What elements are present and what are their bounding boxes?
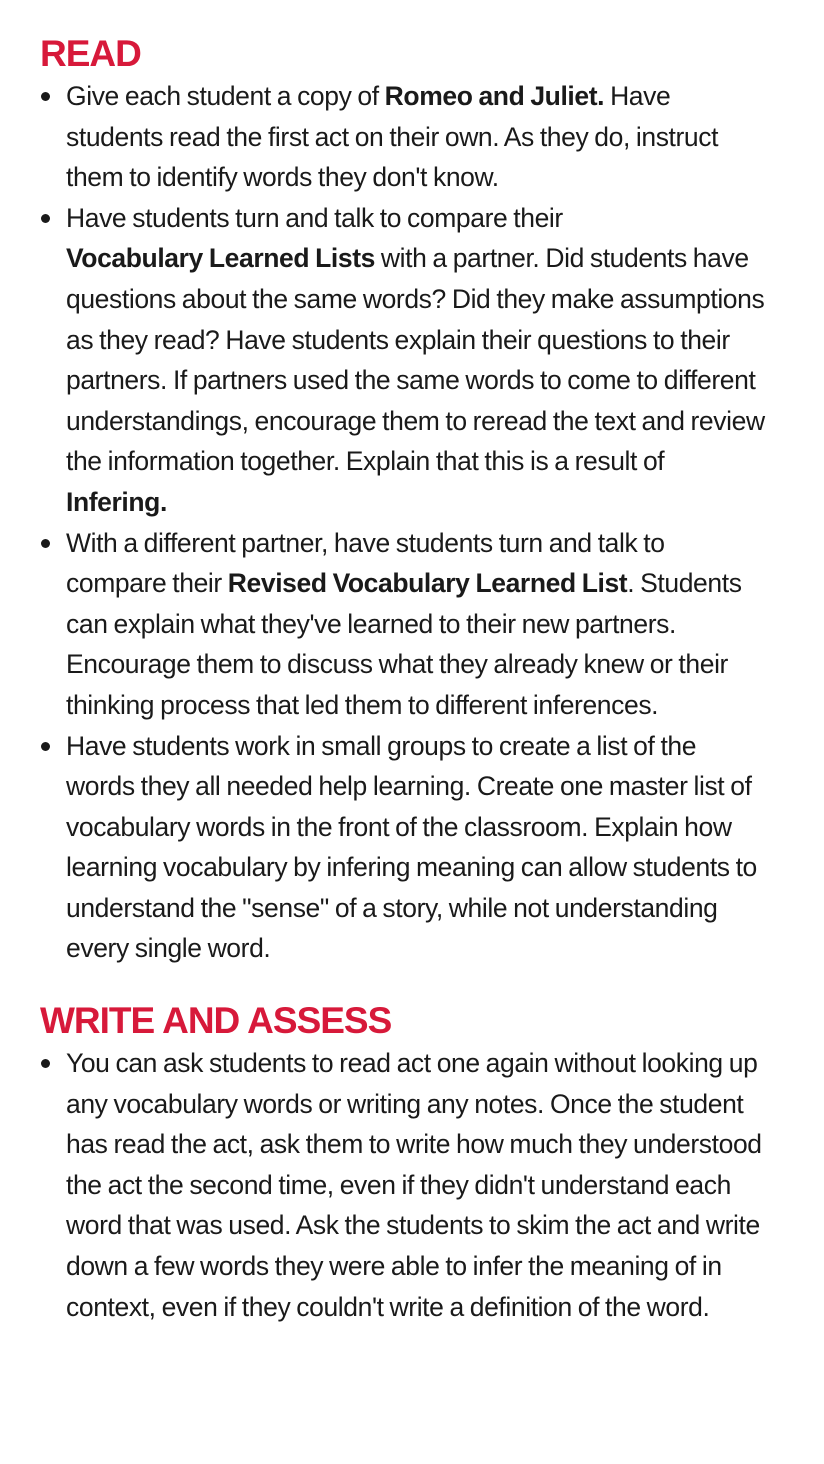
- bullet-icon: [41, 214, 50, 223]
- bullet-icon: [41, 539, 50, 548]
- read-list: [40, 76, 768, 969]
- bold-term: Revised Vocabulary Learned List: [227, 568, 628, 599]
- bullet-icon: [41, 742, 50, 751]
- list-item: Have students work in small groups to create a list of the words they all needed help learning. Create one master list of vocabulary words in the front of the classroom. Explain how learning vocabulary by infering meaning can allow students to understand the "sense" of a story, while not understanding every single word.: [40, 726, 768, 970]
- list-item: Have students turn and talk to compare their Vocabulary Learned Lists with a partner. Did students have questions about the same words? Did they make assumptions as they read? Have students explain their questions to their partners. If partners used the same words to come to different understandings, encourage them to reread the text and review the information together. Explain that this is a result of Infering.: [40, 198, 768, 523]
- bullet-icon: [41, 92, 50, 101]
- book-title: Romeo and Juliet.: [384, 81, 605, 111]
- bold-term: Infering.: [66, 486, 167, 517]
- bold-term: Vocabulary Learned Lists: [66, 243, 375, 274]
- read-heading: READ: [40, 33, 141, 74]
- list-item: Give each student a copy of Romeo and Juliet. Have students read the first act on their own. As they do, instruct them to identify words they don't know.: [40, 76, 768, 198]
- bullet-icon: [41, 1059, 50, 1068]
- write-and-assess-heading: WRITE AND ASSESS: [40, 1000, 392, 1042]
- list-item: You can ask students to read act one again without looking up any vocabulary words or writing any notes. Once the student has read the act, ask them to write how much they understood the act the second time, even if they didn't understand each word that was used. Ask the students to skim the act and write down a few words they were able to infer the meaning of in context, even if they couldn't write a definition of the word.: [40, 1043, 768, 1327]
- list-item: With a different partner, have students turn and talk to compare their Revised Vocabulary Learned List. Students can explain what they've learned to their new partners. Encourage them to discuss what they already knew or their thinking process that led them to different inferences.: [40, 523, 768, 726]
- write-and-assess-list: [40, 1043, 768, 1327]
